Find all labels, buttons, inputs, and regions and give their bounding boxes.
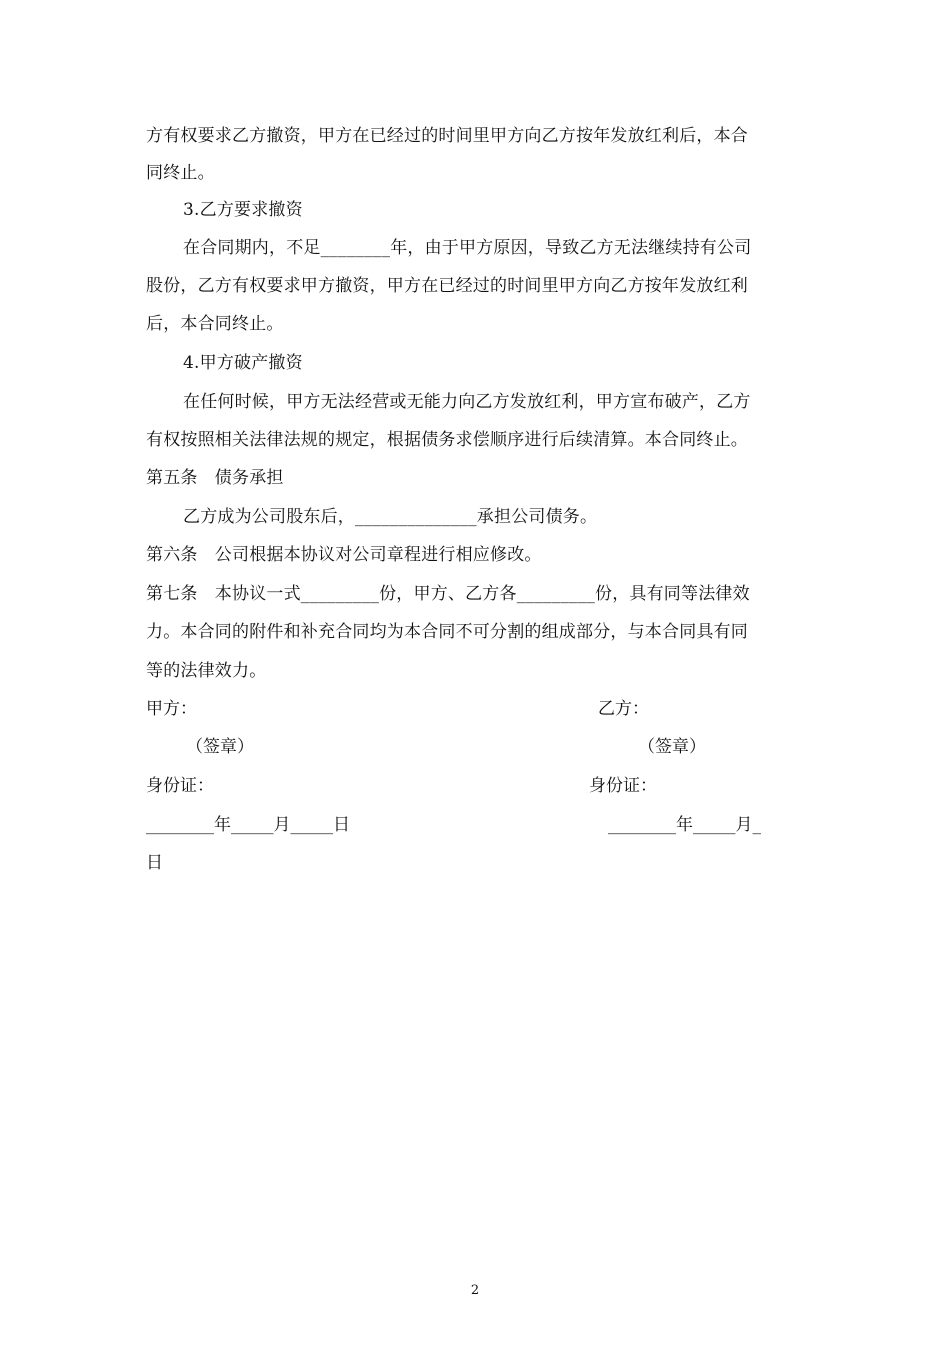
paragraph-line: 有权按照相关法律法规的规定，根据债务求偿顺序进行后续清算。本合同终止。 [146, 430, 748, 450]
article-heading: 第五条 债务承担 [146, 468, 284, 488]
paragraph-line: 乙方成为公司股东后，______________承担公司债务。 [183, 507, 598, 527]
paragraph-line: 力。本合同的附件和补充合同均为本合同不可分割的组成部分，与本合同具有同 [146, 622, 748, 642]
party-b-date-continued: 日 [146, 853, 163, 873]
party-a-id: 身份证： [146, 776, 214, 796]
paragraph-line: 方有权要求乙方撤资，甲方在已经过的时间里甲方向乙方按年发放红利后，本合 [146, 126, 748, 146]
article-heading: 第七条 本协议一式_________份，甲方、乙方各_________份，具有同等法律效 [146, 584, 750, 604]
paragraph-line: 在合同期内，不足________年，由于甲方原因，导致乙方无法继续持有公司 [183, 238, 752, 258]
party-b-seal: （签章） [638, 737, 706, 757]
party-b-date: ________年_____月_ [608, 815, 761, 835]
section-heading: 3.乙方要求撤资 [183, 200, 303, 220]
party-a-label: 甲方： [146, 699, 197, 719]
party-b-id: 身份证： [589, 776, 657, 796]
paragraph-line: 股份，乙方有权要求甲方撤资，甲方在已经过的时间里甲方向乙方按年发放红利 [146, 276, 748, 296]
paragraph-line: 等的法律效力。 [146, 661, 267, 681]
page-number: 2 [470, 1283, 480, 1298]
party-a-date: ________年_____月_____日 [146, 815, 350, 835]
paragraph-line: 后，本合同终止。 [146, 314, 284, 334]
paragraph-line: 在任何时候，甲方无法经营或无能力向乙方发放红利，甲方宣布破产，乙方 [183, 392, 751, 412]
section-heading: 4.甲方破产撤资 [183, 353, 303, 373]
article-heading: 第六条 公司根据本协议对公司章程进行相应修改。 [146, 545, 542, 565]
paragraph-line: 同终止。 [146, 163, 215, 183]
party-a-seal: （签章） [186, 737, 254, 757]
party-b-label: 乙方： [598, 699, 649, 719]
